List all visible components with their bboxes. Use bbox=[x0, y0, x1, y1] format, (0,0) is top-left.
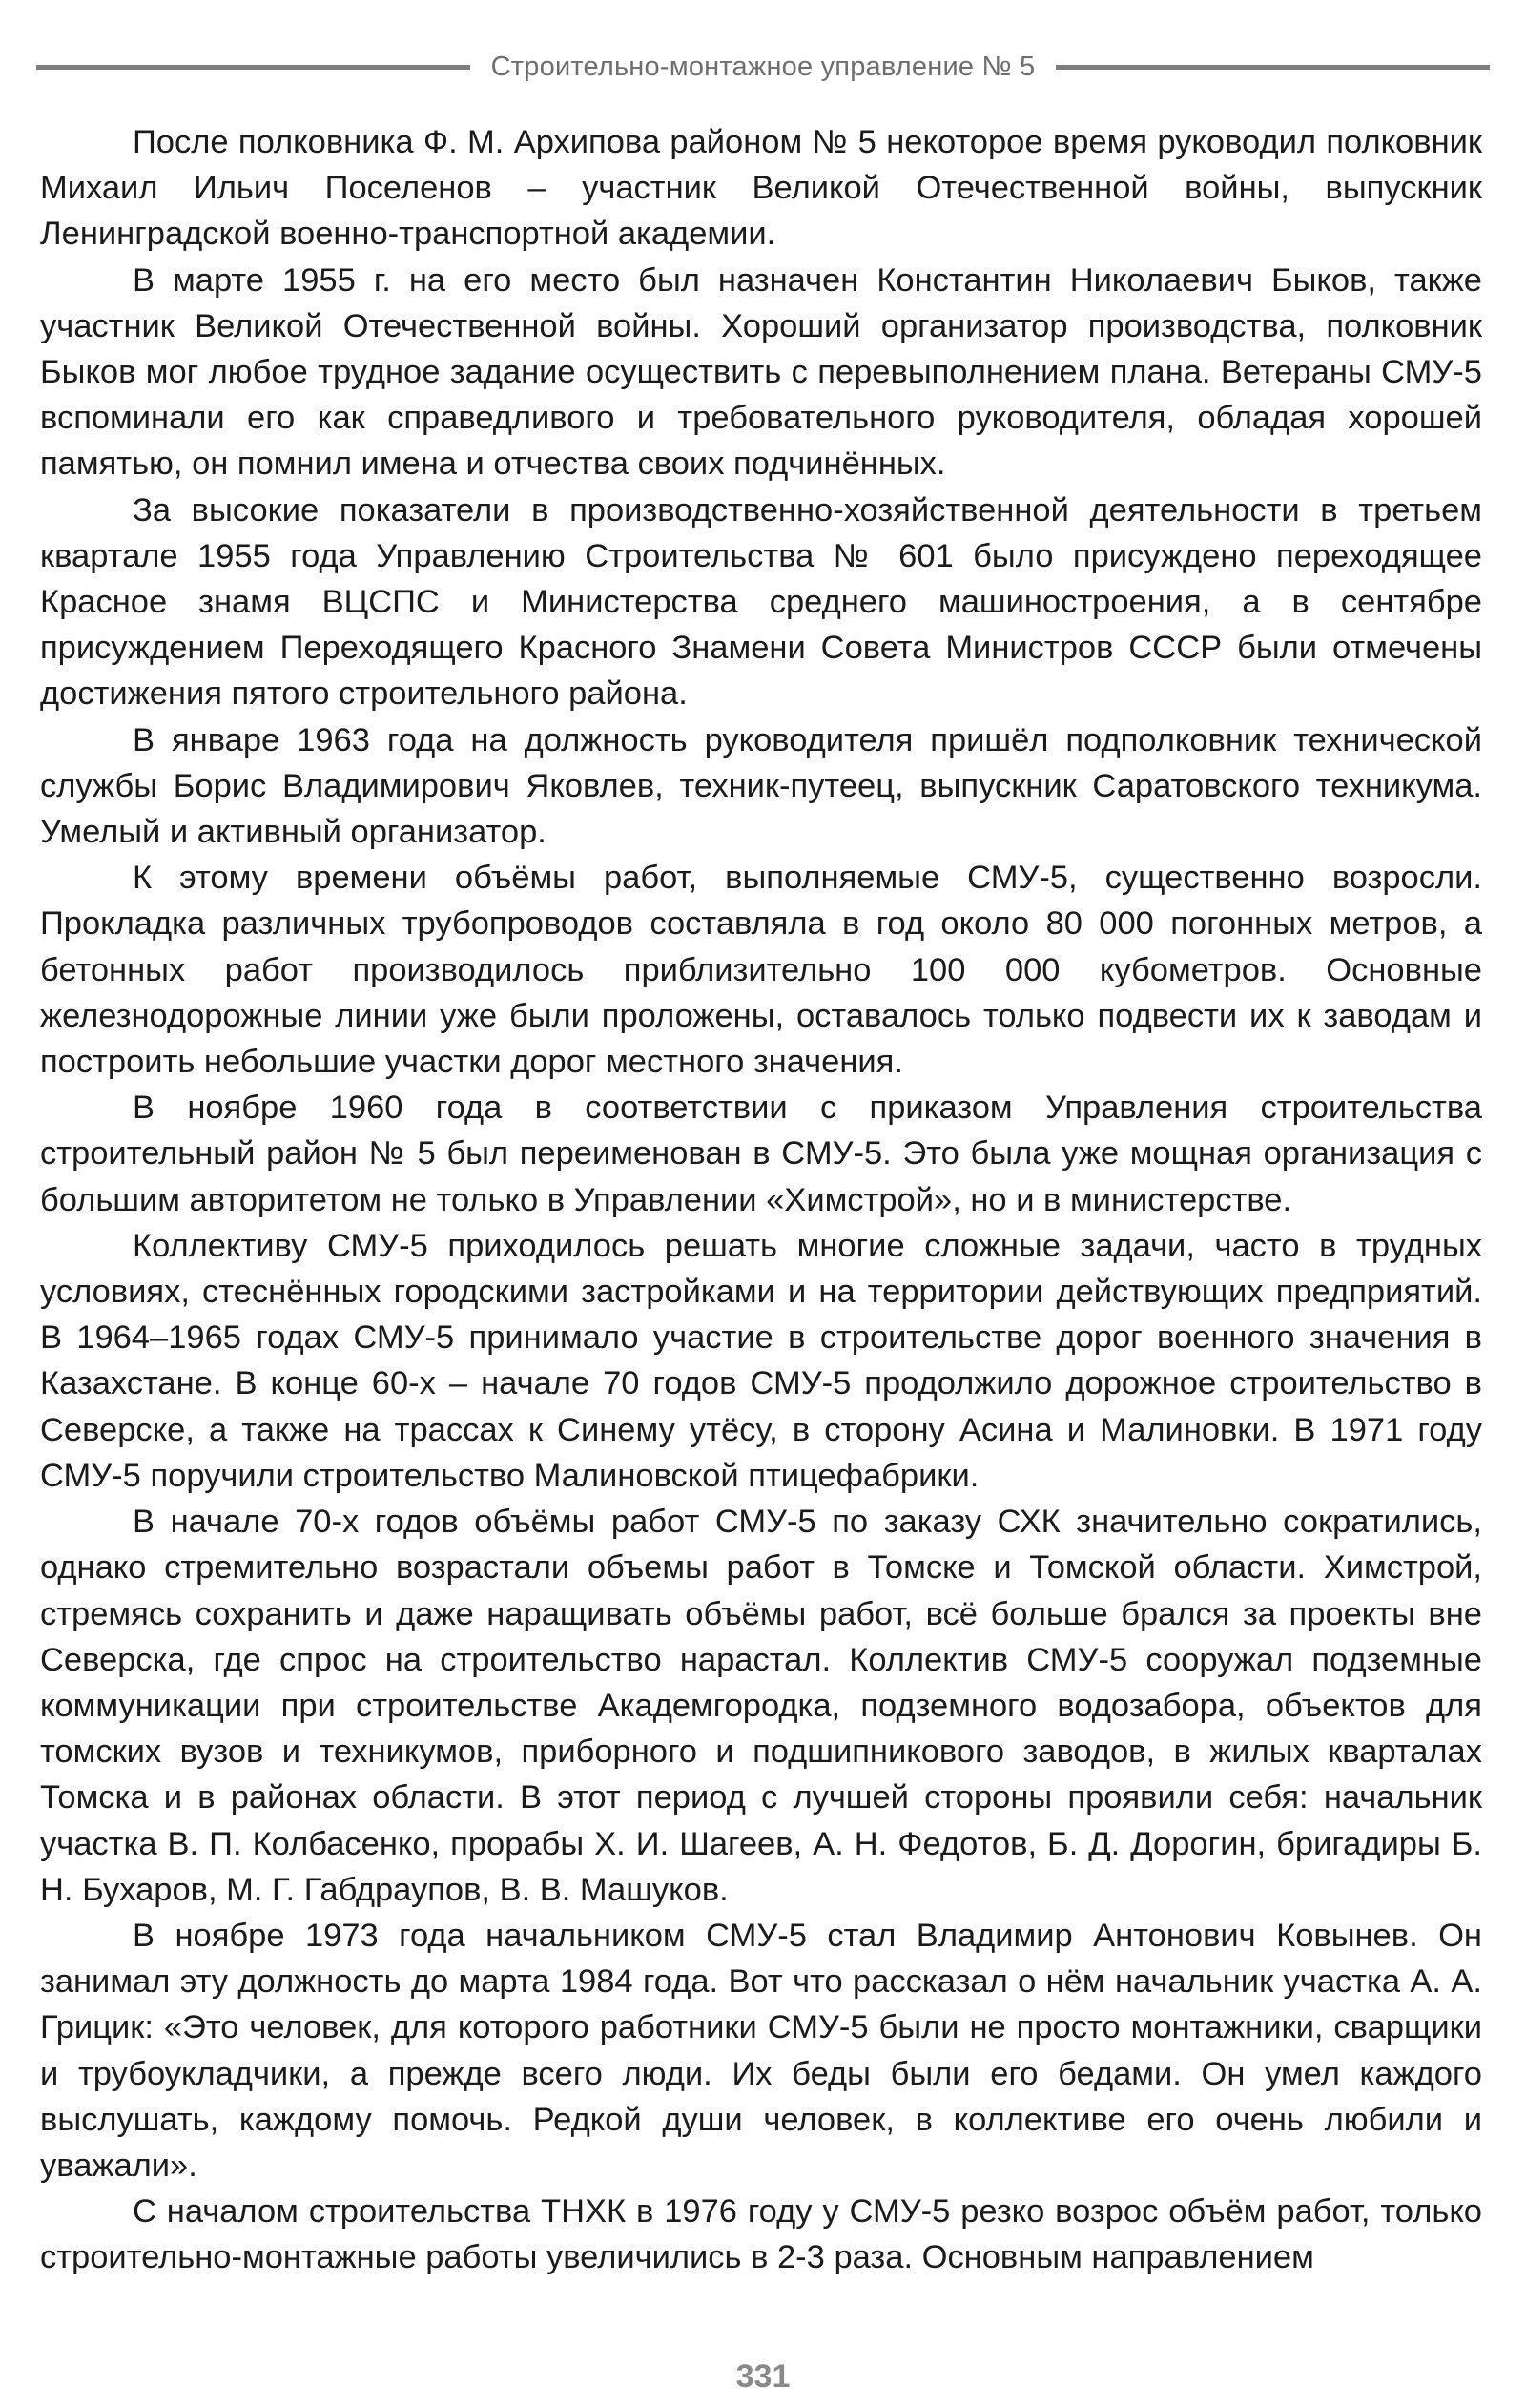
paragraph: После полковника Ф. М. Архипова районом № 5 некоторое время руководил полковник Михаил Ильич Поселенов – участник Великой Отечественной войны, выпускник Ленинградской военно-транспортной академии. bbox=[40, 124, 1482, 253]
paragraph: К этому времени объёмы работ, выполняемые СМУ-5, существенно возросли. Прокладка различных трубопроводов составляла в год около 80 000 погонных метров, а бетонных работ производилось приблизительно 100 000 кубометров. Основные железнодорожные линии уже были проложены, оставалось только подвести их к заводам и построить небольшие участки дорог местного значения. bbox=[40, 860, 1482, 1081]
paragraph: В начале 70-х годов объёмы работ СМУ-5 по заказу СХК значительно сократились, однако стремительно возрастали объемы работ в Томске и Томской области. Химстрой, стремясь сохранить и даже наращивать объёмы работ, всё больше брался за проекты вне Северска, где спрос на строительство нарастал. Коллектив СМУ-5 сооружал подземные коммуникации при строительстве Академгородка, подземного водозабора, объектов для томских вузов и техникумов, приборного и подшипникового заводов, в жилых кварталах Томска и в районах области. В этот период с лучшей стороны проявили себя: начальник участка В. П. Колбасенко, прорабы Х. И. Шагеев, А. Н. Федотов, Б. Д. Дорогин, бригадиры Б. Н. Бухаров, М. Г. Габдраупов, В. В. Машуков. bbox=[40, 1504, 1482, 1908]
paragraph: В марте 1955 г. на его место был назначен Константин Николаевич Быков, также участник Великой Отечественной войны. Хороший организатор производства, полковник Быков мог любое трудное задание осуществить с перевыполнением плана. Ветераны СМУ-5 вспоминали его как справедливого и требовательного руководителя, обладая хорошей памятью, он помнил имена и отчества своих подчинённых. bbox=[40, 261, 1482, 483]
page-number: 331 bbox=[735, 2358, 791, 2395]
header-rule-left bbox=[36, 65, 470, 70]
paragraph: В ноябре 1960 года в соответствии с приказом Управления строительства строительный район № 5 был переименован в СМУ-5. Это была уже мощная организация с большим авторитетом не только в Управлении «Химстрой», но и в министерстве. bbox=[40, 1090, 1482, 1218]
header-title: Строительно-монтажное управление № 5 bbox=[490, 51, 1036, 82]
paragraph: В январе 1963 года на должность руководителя пришёл подполковник технической службы Борис Владимирович Яковлев, техник-путеец, выпускник Саратовского техникума. Умелый и активный организатор. bbox=[40, 721, 1482, 851]
running-header bbox=[36, 48, 1490, 86]
paragraph: За высокие показатели в производственно-хозяйственной деятельности в третьем квартале 1955 года Управлению Строительства № 601 было присуждено переходящее Красное знамя ВЦСПС и Министерства среднего машиностроения, а в сентябре присуждением Переходящего Красного Знамени Совета Министров СССР были отмечены достижения пятого строительного района. bbox=[40, 491, 1482, 713]
paragraph: Коллективу СМУ-5 приходилось решать многие сложные задачи, часто в трудных условиях, стеснённых городскими застройками и на территории действующих предприятий. В 1964–1965 годах СМУ-5 принимало участие в строительстве дорог военного значения в Казахстане. В конце 60-х – начале 70 годов СМУ-5 продолжило дорожное строительство в Северске, а также на трассах к Синему утёсу, в сторону Асина и Малиновки. В 1971 году СМУ-5 поручили строительство Малиновской птицефабрики. bbox=[40, 1227, 1482, 1494]
page-body bbox=[40, 119, 1482, 2281]
paragraph: С началом строительства ТНХК в 1976 году у СМУ-5 резко возрос объём работ, только строительно-монтажные работы увеличились в 2-3 раза. Основным направлением bbox=[40, 2193, 1482, 2276]
paragraph: В ноябре 1973 года начальником СМУ-5 стал Владимир Антонович Ковынев. Он занимал эту должность до марта 1984 года. Вот что рассказал о нём начальник участка А. А. Грицик: «Это человек, для которого работники СМУ-5 были не просто монтажники, сварщики и трубоукладчики, а прежде всего люди. Их беды были его бедами. Он умел каждого выслушать, каждому помочь. Редкой души человек, в коллективе его очень любили и уважали». bbox=[40, 1917, 1482, 2184]
header-rule-right bbox=[1056, 65, 1490, 70]
